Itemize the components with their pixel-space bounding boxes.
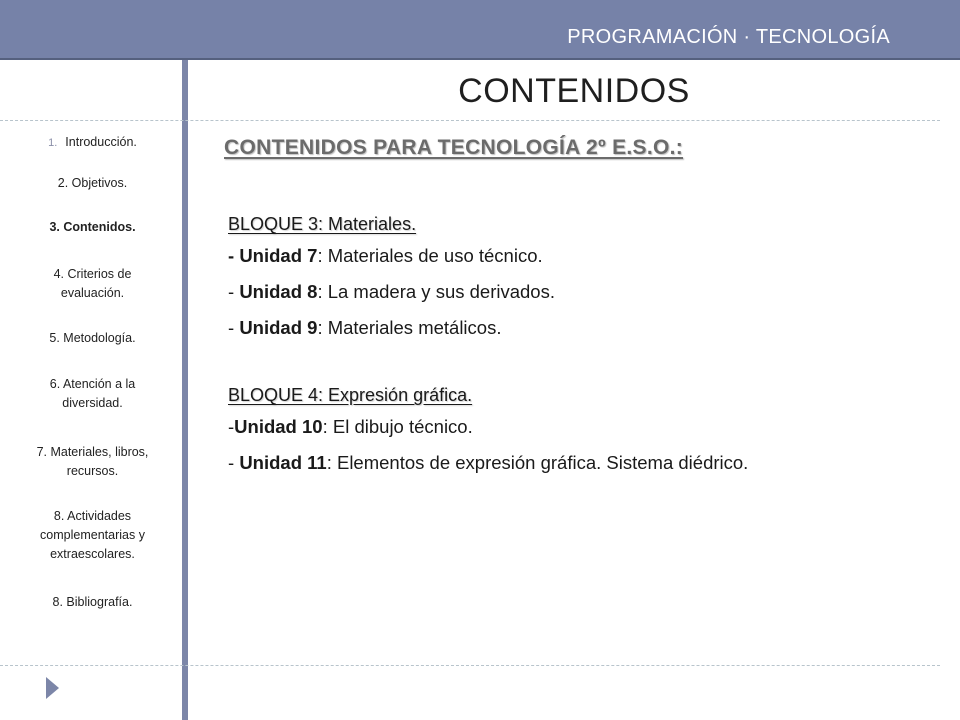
sidebar-item-label: 2. Objetivos. xyxy=(57,176,128,190)
unit-line xyxy=(228,281,928,303)
unit-prefix: - xyxy=(228,245,240,266)
unit-text: : Materiales metálicos. xyxy=(317,317,502,338)
sidebar-item-label: Introducción. xyxy=(65,135,137,149)
triangle-right-icon[interactable] xyxy=(46,677,59,699)
content-area xyxy=(228,214,928,488)
sidebar-item-label: 6. Atención a la diversidad. xyxy=(49,377,136,410)
unit-text: : La madera y sus derivados. xyxy=(317,281,555,302)
sidebar-item-label: 5. Metodología. xyxy=(49,331,136,345)
section-title: CONTENIDOS PARA TECNOLOGÍA 2º E.S.O.: xyxy=(224,136,684,159)
unit-text: : El dibujo técnico. xyxy=(322,416,473,437)
unit-prefix: - xyxy=(228,317,240,338)
unit-name: Unidad 8 xyxy=(239,281,318,302)
sidebar-item-metodologia[interactable] xyxy=(10,329,175,348)
sidebar-item-label: 3. Contenidos. xyxy=(49,220,136,234)
sidebar-item-contenidos[interactable] xyxy=(10,218,175,237)
unit-line xyxy=(228,416,928,438)
unit-prefix: - xyxy=(228,416,235,437)
sidebar-item-introduccion[interactable] xyxy=(10,133,175,153)
unit-text: : Materiales de uso técnico. xyxy=(317,245,543,266)
sidebar-item-label: 8. Bibliografía. xyxy=(52,595,133,609)
unit-name: Unidad 10 xyxy=(234,416,323,437)
unit-name: Unidad 9 xyxy=(239,317,318,338)
block-spacer xyxy=(228,353,928,385)
sidebar-item-atencion[interactable] xyxy=(35,375,150,413)
sidebar-item-objetivos[interactable] xyxy=(10,174,175,193)
block-expresion-grafica xyxy=(228,385,928,474)
slide-title: CONTENIDOS xyxy=(458,72,690,110)
unit-line xyxy=(228,245,928,267)
unit-name: Unidad 7 xyxy=(239,245,318,266)
sidebar-item-bibliografia[interactable] xyxy=(10,593,175,612)
unit-line xyxy=(228,317,928,339)
header-text: PROGRAMACIÓN · TECNOLOGÍA xyxy=(567,26,890,48)
block-heading: BLOQUE 3: Materiales. xyxy=(228,214,417,234)
unit-line xyxy=(228,452,928,474)
unit-prefix: - xyxy=(228,281,240,302)
sidebar-item-label: 7. Materiales, libros, recursos. xyxy=(36,445,149,478)
sidebar-item-materiales[interactable] xyxy=(20,443,165,481)
block-materiales xyxy=(228,214,928,339)
unit-text: : Elementos de expresión gráfica. Sistema diédrico. xyxy=(326,452,749,473)
sidebar-item-number: 1. xyxy=(48,137,58,149)
unit-prefix: - xyxy=(228,452,240,473)
block-heading: BLOQUE 4: Expresión gráfica. xyxy=(228,385,473,405)
sidebar-item-actividades[interactable] xyxy=(15,507,170,564)
sidebar-nav xyxy=(0,0,182,720)
sidebar-item-label: 4. Criterios de evaluación. xyxy=(53,267,132,300)
sidebar-item-criterios[interactable] xyxy=(30,265,155,303)
unit-name: Unidad 11 xyxy=(239,452,327,473)
sidebar-item-label: 8. Actividades complementarias y extraescolares. xyxy=(40,509,145,561)
